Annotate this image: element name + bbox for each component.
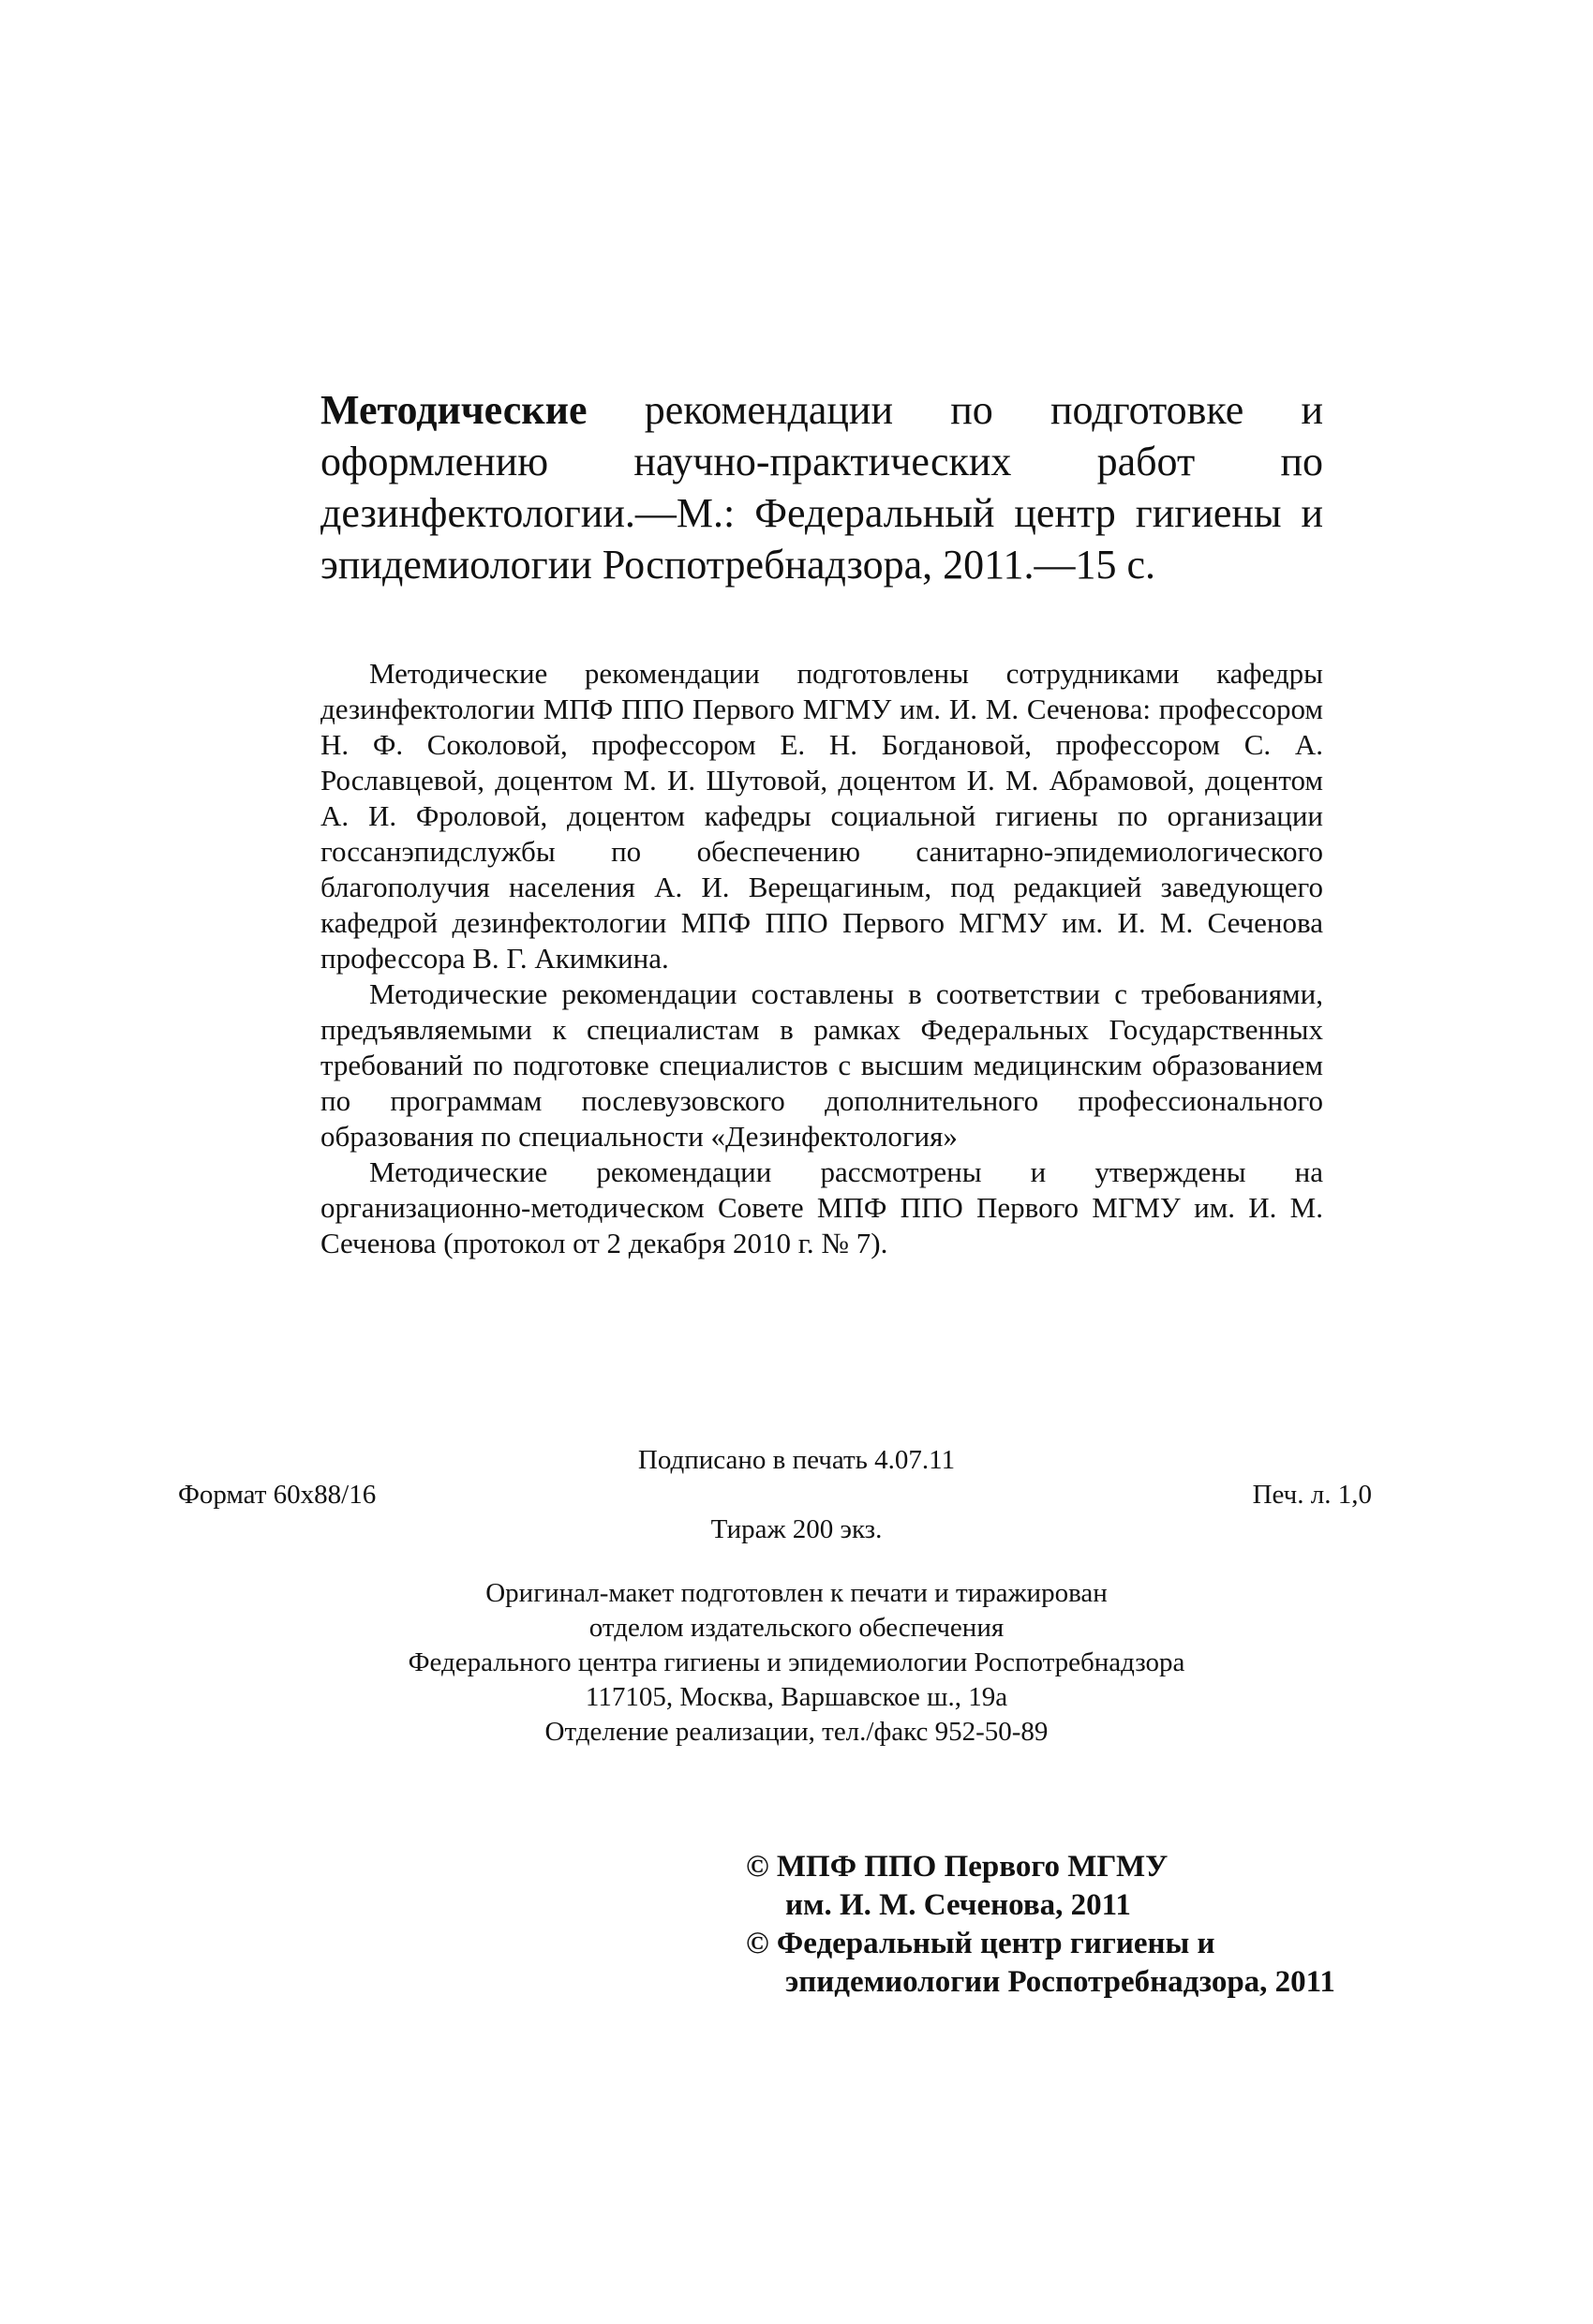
publisher-info: [0, 1576, 1593, 1750]
copyright-line: © МПФ ППО Первого МГМУ: [746, 1850, 1169, 1884]
print-run: Тираж 200 экз.: [710, 1514, 883, 1544]
bibliographic-citation: [320, 384, 1323, 590]
copyright-line: © Федеральный центр гигиены и: [746, 1927, 1215, 1960]
publisher-line: отделом издательского обеспечения: [588, 1613, 1005, 1643]
copyright-line: им. И. М. Сеченова, 2011: [785, 1888, 1131, 1922]
paper-format: Формат 60x88/16: [178, 1480, 377, 1510]
paragraph-approval: Методические рекомендации рассмотрены и утверждены на организационно-методическом Совете МПФ ППО Первого МГМУ им. И. М. Сеченова (протокол от 2 декабря 2010 г. № 7).: [320, 1155, 1323, 1259]
paragraph-requirements: Методические рекомендации составлены в соответствии с требованиями, предъявляемыми к специалистам в рамках Федеральных Государственных требований по подготовке специалистов с высшим медицинским образованием по программам послевузовского дополнительного профессионального образования по специальности «Дезинфектология»: [320, 977, 1323, 1153]
paragraph-authors: Методические рекомендации подготовлены сотрудниками кафедры дезинфектологии МПФ ППО Первого МГМУ им. И. М. Сеченова: профессором Н. Ф. Соколовой, профессором Е. Н. Богдановой, профессором С. А. Рославцевой, доцентом М. И. Шутовой, доцентом И. М. Абрамовой, доцентом А. И. Фроловой, доцентом кафедры социальной гигиены по организации госсанэпидслужбы по обеспечению санитарно-эпидемиологического благополучия населения А. И. Верещагиным, под редакцией заведующего кафедрой дезинфектологии МПФ ППО Первого МГМУ им. И. М. Сеченова профессора В. Г. Акимкина.: [320, 657, 1323, 975]
citation-lead-word: Методические: [320, 387, 588, 433]
authors-description: [320, 656, 1323, 1261]
publisher-contact: Отделение реализации, тел./факс 952-50-89: [544, 1717, 1049, 1747]
publisher-address: 117105, Москва, Варшавское ш., 19а: [585, 1682, 1008, 1712]
copyright-line: эпидемиологии Роспотребнадзора, 2011: [785, 1965, 1335, 1999]
publisher-line: Федерального центра гигиены и эпидемиологии Роспотребнадзора: [408, 1647, 1185, 1677]
publisher-line: Оригинал-макет подготовлен к печати и тиражирован: [485, 1578, 1108, 1608]
copyright-block: [746, 1848, 1421, 2002]
signed-to-print: Подписано в печать 4.07.11: [637, 1445, 956, 1475]
citation-text: рекомендации по подготовке и оформлению научно-практических работ по дезинфектологии.—М.: Федеральный центр гигиены и эпидемиологии Роспотребнадзора, 2011.—15 с.: [320, 387, 1323, 588]
printed-sheets: Печ. л. 1,0: [1252, 1480, 1372, 1510]
